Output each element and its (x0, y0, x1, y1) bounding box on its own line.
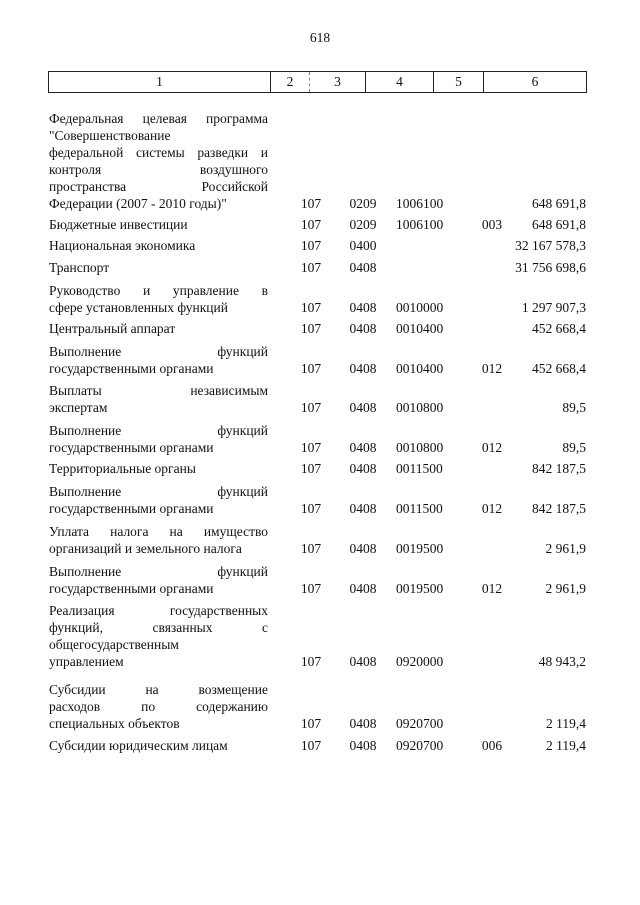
row-description (49, 216, 268, 233)
subsection-code: 0408 (349, 738, 377, 753)
description-line: специальных объектов (49, 716, 180, 731)
description-line: Выплаты независимым (49, 383, 268, 398)
row-description (49, 460, 268, 477)
amount: 2 961,9 (545, 541, 586, 556)
table-row (49, 602, 586, 670)
header-col-1: 1 (49, 72, 271, 92)
row-description (49, 563, 268, 597)
row-description (49, 259, 268, 276)
table-row (49, 320, 586, 337)
description-line: Субсидии юридическим лицам (49, 738, 228, 753)
amount: 2 119,4 (546, 716, 586, 731)
description-line: Реализация государственных (49, 603, 268, 618)
description-line: государственными органами (49, 440, 214, 455)
target-article: 0010800 (396, 400, 444, 415)
section-code: 107 (300, 738, 322, 753)
section-code: 107 (300, 716, 322, 731)
section-code: 107 (300, 260, 322, 275)
target-article: 0920700 (396, 716, 444, 731)
description-line: организаций и земельного налога (49, 541, 242, 556)
table-row (49, 563, 586, 597)
amount: 452 668,4 (532, 361, 586, 376)
section-code: 107 (300, 440, 322, 455)
row-description (49, 382, 268, 416)
description-line: государственными органами (49, 581, 214, 596)
subsection-code: 0408 (349, 654, 377, 669)
subsection-code: 0209 (349, 196, 377, 211)
description-line: Федеральная целевая программа (49, 111, 268, 126)
description-line: государственными органами (49, 501, 214, 516)
table-row (49, 259, 586, 276)
amount: 842 187,5 (532, 461, 586, 476)
description-line: общегосударственным (49, 637, 179, 652)
target-article: 0010400 (396, 361, 444, 376)
page-number: 618 (309, 30, 331, 45)
description-line: государственными органами (49, 361, 214, 376)
target-article: 0019500 (396, 581, 444, 596)
description-line: Выполнение функций (49, 484, 268, 499)
table-row (49, 237, 586, 254)
section-code: 107 (300, 300, 322, 315)
amount: 89,5 (562, 400, 586, 415)
expense-type: 012 (481, 501, 503, 516)
expense-type: 006 (481, 738, 503, 753)
description-line: функций, связанных с (49, 620, 268, 635)
description-line: федеральной системы разведки и (49, 145, 268, 160)
description-line: Выполнение функций (49, 564, 268, 579)
header-col-6: 6 (531, 74, 539, 89)
description-line: экспертам (49, 400, 108, 415)
target-article: 1006100 (396, 196, 444, 211)
description-line: пространства Российской (49, 179, 268, 194)
table-row (49, 382, 586, 416)
description-line: сфере установленных функций (49, 300, 228, 315)
header-col-3: 3 (310, 72, 366, 92)
expense-type: 003 (481, 217, 503, 232)
section-code: 107 (300, 361, 322, 376)
row-description (49, 343, 268, 377)
description-line: Национальная экономика (49, 238, 196, 253)
table-header (48, 71, 587, 93)
description-line: Субсидии на возмещение (49, 682, 268, 697)
target-article: 0920700 (396, 738, 444, 753)
expense-type: 012 (481, 581, 503, 596)
expense-type: 012 (481, 361, 503, 376)
target-article: 0920000 (396, 654, 444, 669)
table-row (49, 737, 586, 754)
description-line: Федерации (2007 - 2010 годы)" (49, 196, 227, 211)
table-row (49, 422, 586, 456)
row-description (49, 523, 268, 557)
subsection-code: 0408 (349, 300, 377, 315)
header-col-4: 4 (366, 72, 434, 92)
target-article: 0010800 (396, 440, 444, 455)
subsection-code: 0408 (349, 581, 377, 596)
section-code: 107 (300, 321, 322, 336)
table-row (49, 460, 586, 477)
subsection-code: 0408 (349, 501, 377, 516)
table-row (49, 681, 586, 732)
description-line: контроля воздушного (49, 162, 268, 177)
amount: 648 691,8 (532, 196, 586, 211)
section-code: 107 (300, 238, 322, 253)
description-line: управлением (49, 654, 124, 669)
target-article: 0011500 (396, 461, 443, 476)
subsection-code: 0400 (349, 238, 377, 253)
section-code: 107 (300, 501, 322, 516)
amount: 48 943,2 (538, 654, 586, 669)
subsection-code: 0408 (349, 440, 377, 455)
table-row (49, 483, 586, 517)
section-code: 107 (300, 654, 322, 669)
subsection-code: 0408 (349, 461, 377, 476)
header-col-5: 5 (434, 72, 484, 92)
target-article: 0010400 (396, 321, 444, 336)
section-code: 107 (300, 217, 322, 232)
description-line: Руководство и управление в (49, 283, 268, 298)
amount: 648 691,8 (532, 217, 586, 232)
description-line: Выполнение функций (49, 423, 268, 438)
amount: 2 119,4 (546, 738, 586, 753)
subsection-code: 0209 (349, 217, 377, 232)
description-line: Территориальные органы (49, 461, 196, 476)
section-code: 107 (300, 581, 322, 596)
target-article: 0011500 (396, 501, 443, 516)
table-row (49, 523, 586, 557)
target-article: 0010000 (396, 300, 444, 315)
subsection-code: 0408 (349, 541, 377, 556)
description-line: Транспорт (49, 260, 110, 275)
subsection-code: 0408 (349, 321, 377, 336)
amount: 89,5 (562, 440, 586, 455)
description-line: "Совершенствование (49, 128, 171, 143)
row-description (49, 483, 268, 517)
row-description (49, 422, 268, 456)
expense-type: 012 (481, 440, 503, 455)
subsection-code: 0408 (349, 260, 377, 275)
section-code: 107 (300, 400, 322, 415)
row-description (49, 282, 268, 316)
section-code: 107 (300, 461, 322, 476)
target-article: 1006100 (396, 217, 444, 232)
subsection-code: 0408 (349, 400, 377, 415)
description-line: Выполнение функций (49, 344, 268, 359)
row-description (49, 681, 268, 732)
table-row (49, 110, 586, 212)
header-col-2: 2 (271, 72, 310, 92)
description-line: расходов по содержанию (49, 699, 268, 714)
description-line: Уплата налога на имущество (49, 524, 268, 539)
table-row (49, 282, 586, 316)
amount: 2 961,9 (545, 581, 586, 596)
section-code: 107 (300, 541, 322, 556)
amount: 31 756 698,6 (515, 260, 586, 275)
amount: 1 297 907,3 (521, 300, 586, 315)
target-article: 0019500 (396, 541, 444, 556)
table-row (49, 216, 586, 233)
amount: 32 167 578,3 (515, 238, 586, 253)
amount: 842 187,5 (532, 501, 586, 516)
row-description (49, 602, 268, 670)
section-code: 107 (300, 196, 322, 211)
row-description (49, 737, 268, 754)
row-description (49, 320, 268, 337)
amount: 452 668,4 (532, 321, 586, 336)
row-description (49, 110, 268, 212)
description-line: Бюджетные инвестиции (49, 217, 188, 232)
table-row (49, 343, 586, 377)
row-description (49, 237, 268, 254)
subsection-code: 0408 (349, 716, 377, 731)
description-line: Центральный аппарат (49, 321, 176, 336)
subsection-code: 0408 (349, 361, 377, 376)
